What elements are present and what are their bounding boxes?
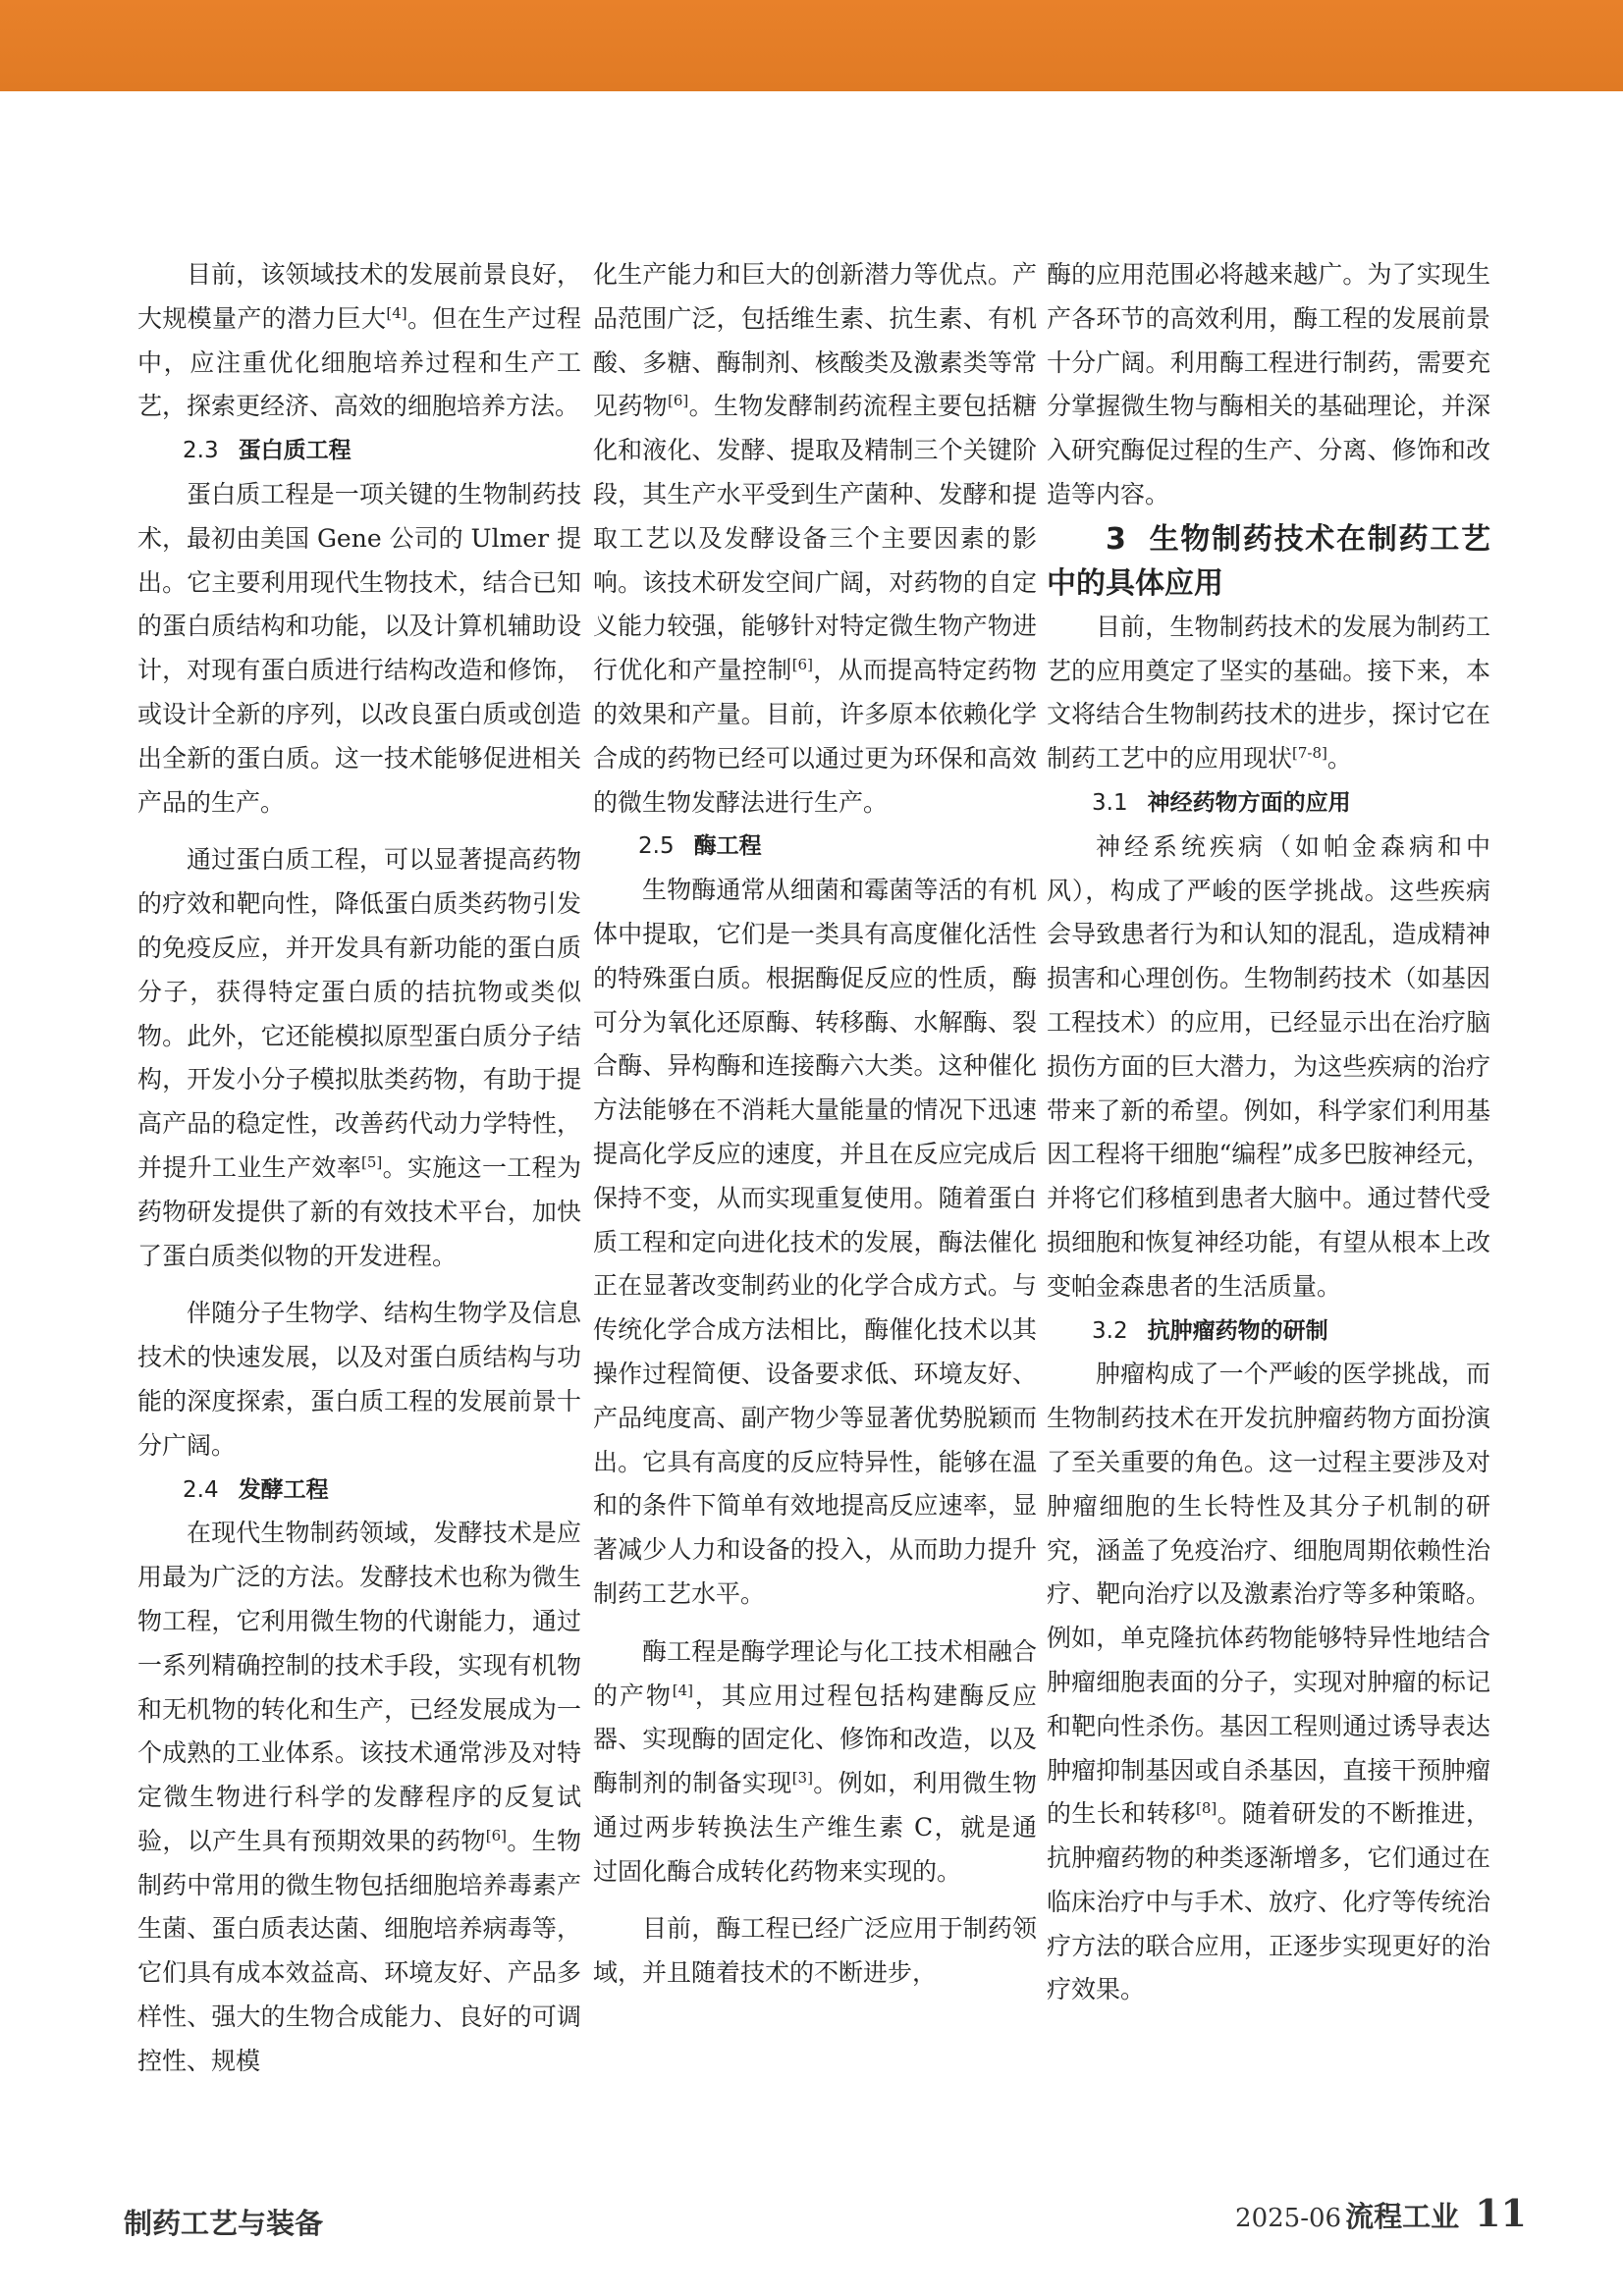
footer-section-name: 制药工艺与装备 — [124, 2207, 324, 2240]
citation: [6] — [668, 392, 689, 410]
page-number: 11 — [1475, 2191, 1527, 2235]
section-heading-2-4: 2.4 发酵工程 — [183, 1476, 329, 1503]
section-heading-3: 3 生物制药技术在制药工艺中的具体应用 — [1047, 521, 1490, 601]
citation: [4] — [672, 1681, 694, 1699]
footer-date: 2025-06 — [1235, 2204, 1342, 2233]
citation: [4] — [386, 303, 407, 322]
footer-issue-info — [1235, 2191, 1527, 2235]
section-heading-3-1: 3.1 神经药物方面的应用 — [1092, 789, 1351, 816]
paragraph: 伴随分子生物学、结构生物学及信息技术的快速发展，以及对蛋白质结构与功能的深度探索，蛋白质工程的发展前景十分广阔。 — [137, 1299, 581, 1460]
paragraph: 蛋白质工程是一项关键的生物制药技术，最初由美国 Gene 公司的 Ulmer 提出。它主要利用现代生物技术，结合已知的蛋白质结构和功能，以及计算机辅助设计，对现有蛋白质进行结构改造和修饰，或设计全新的序列，以改良蛋白质或创造出全新的蛋白质。这一技术能够促进相关产品的生产。 — [137, 479, 581, 817]
paragraph: 在现代生物制药领域，发酵技术是应用最为广泛的方法。发酵技术也称为微生物工程，它利用微生物的代谢能力，通过一系列精确控制的技术手段，实现有机物和无机物的转化和生产，已经发展成为一个成熟的工业体系。该技术通常涉及对特定微生物进行科学的发酵程序的反复试验，以产生具有预期效果的药物[6]。生物制药中常用的微生物包括细胞培养毒素产生菌、蛋白质表达菌、细胞培养病毒等，它们具有成本效益高、环境友好、产品多样性、强大的生物合成能力、良好的可调控性、规模 — [137, 1519, 581, 2075]
column-3 — [1047, 253, 1490, 2012]
header-color-bar — [0, 0, 1623, 91]
citation: [7-8] — [1292, 744, 1327, 763]
section-heading-2-3: 2.3 蛋白质工程 — [183, 438, 352, 464]
column-1 — [137, 253, 581, 2084]
paragraph: 目前，酶工程已经广泛应用于制药领域，并且随着技术的不断进步， — [593, 1914, 1037, 1988]
paragraph: 肿瘤构成了一个严峻的医学挑战，而生物制药技术在开发抗肿瘤药物方面扮演了至关重要的角色。这一过程主要涉及对肿瘤细胞的生长特性及其分子机制的研究，涵盖了免疫治疗、细胞周期依赖性治疗、靶向治疗以及激素治疗等多种策略。例如，单克隆抗体药物能够特异性地结合肿瘤细胞表面的分子，实现对肿瘤的标记和靶向性杀伤。基因工程则通过诱导表达肿瘤抑制基因或自杀基因，直接干预肿瘤的生长和转移[8]。随着研发的不断推进，抗肿瘤药物的种类逐渐增多，它们通过在临床治疗中与手术、放疗、化疗等传统治疗方法的联合应用，正逐步实现更好的治疗效果。 — [1047, 1360, 1490, 2004]
paragraph: 酶工程是酶学理论与化工技术相融合的产物[4]，其应用过程包括构建酶反应器、实现酶的固定化、修饰和改造，以及酶制剂的制备实现[3]。例如，利用微生物通过两步转换法生产维生素 C，就是通过固化酶合成转化药物来实现的。 — [593, 1636, 1037, 1886]
section-heading-3-2: 3.2 抗肿瘤药物的研制 — [1092, 1317, 1328, 1344]
paragraph: 神经系统疾病（如帕金森病和中风），构成了严峻的医学挑战。这些疾病会导致患者行为和认知的混乱，造成精神损害和心理创伤。生物制药技术（如基因工程技术）的应用，已经显示出在治疗脑损伤方面的巨大潜力，为这些疾病的治疗带来了新的希望。例如，科学家们利用基因工程将干细胞“编程”成多巴胺神经元，并将它们移植到患者大脑中。通过替代受损细胞和恢复神经功能，有望从根本上改变帕金森患者的生活质量。 — [1047, 831, 1490, 1301]
citation: [8] — [1196, 1799, 1217, 1818]
paragraph: 化生产能力和巨大的创新潜力等优点。产品范围广泛，包括维生素、抗生素、有机酸、多糖、酶制剂、核酸类及激素类等常见药物[6]。生物发酵制药流程主要包括糖化和液化、发酵、提取及精制三个关键阶段，其生产水平受到生产菌种、发酵和提取工艺以及发酵设备三个主要因素的影响。该技术研发空间广阔，对药物的自定义能力较强，能够针对特定微生物产物进行优化和产量控制[6]，从而提高特定药物的效果和产量。目前，许多原本依赖化学合成的药物已经可以通过更为环保和高效的微生物发酵法进行生产。 — [593, 260, 1037, 817]
paragraph: 酶的应用范围必将越来越广。为了实现生产各环节的高效利用，酶工程的发展前景十分广阔。利用酶工程进行制药，需要充分掌握微生物与酶相关的基础理论，并深入研究酶促过程的生产、分离、修饰和改造等内容。 — [1047, 260, 1490, 508]
section-heading-2-5: 2.5 酶工程 — [638, 833, 762, 860]
paragraph: 通过蛋白质工程，可以显著提高药物的疗效和靶向性，降低蛋白质类药物引发的免疫反应，并开发具有新功能的蛋白质分子，获得特定蛋白质的拮抗物或类似物。此外，它还能模拟原型蛋白质分子结构，开发小分子模拟肽类药物，有助于提高产品的稳定性，改善药代动力学特性，并提升工业生产效率[5]。实施这一工程为药物研发提供了新的有效技术平台，加快了蛋白质类似物的开发进程。 — [137, 845, 581, 1270]
footer-magazine: 流程工业 — [1345, 2200, 1460, 2233]
citation: [5] — [361, 1152, 383, 1171]
paragraph: 目前，生物制药技术的发展为制药工艺的应用奠定了坚实的基础。接下来，本文将结合生物制药技术的进步，探讨它在制药工艺中的应用现状[7-8]。 — [1047, 612, 1490, 774]
column-2 — [593, 253, 1037, 1996]
citation: [6] — [485, 1826, 507, 1844]
paragraph: 生物酶通常从细菌和霉菌等活的有机体中提取，它们是一类具有高度催化活性的特殊蛋白质。根据酶促反应的性质，酶可分为氧化还原酶、转移酶、水解酶、裂合酶、异构酶和连接酶六大类。这种催化方法能够在不消耗大量能量的情况下迅速提高化学反应的速度，并且在反应完成后保持不变，从而实现重复使用。随着蛋白质工程和定向进化技术的发展，酶法催化正在显著改变制药业的化学合成方式。与传统化学合成方法相比，酶催化技术以其操作过程简便、设备要求低、环境友好、产品纯度高、副产物少等显著优势脱颖而出。它具有高度的反应特异性，能够在温和的条件下简单有效地提高反应速率，显著减少人力和设备的投入，从而助力提升制药工艺水平。 — [593, 876, 1037, 1608]
paragraph: 目前，该领域技术的发展前景良好，大规模量产的潜力巨大[4]。但在生产过程中，应注重优化细胞培养过程和生产工艺，探索更经济、高效的细胞培养方法。 — [137, 260, 581, 421]
citation: [3] — [791, 1769, 813, 1788]
citation: [6] — [791, 656, 813, 674]
